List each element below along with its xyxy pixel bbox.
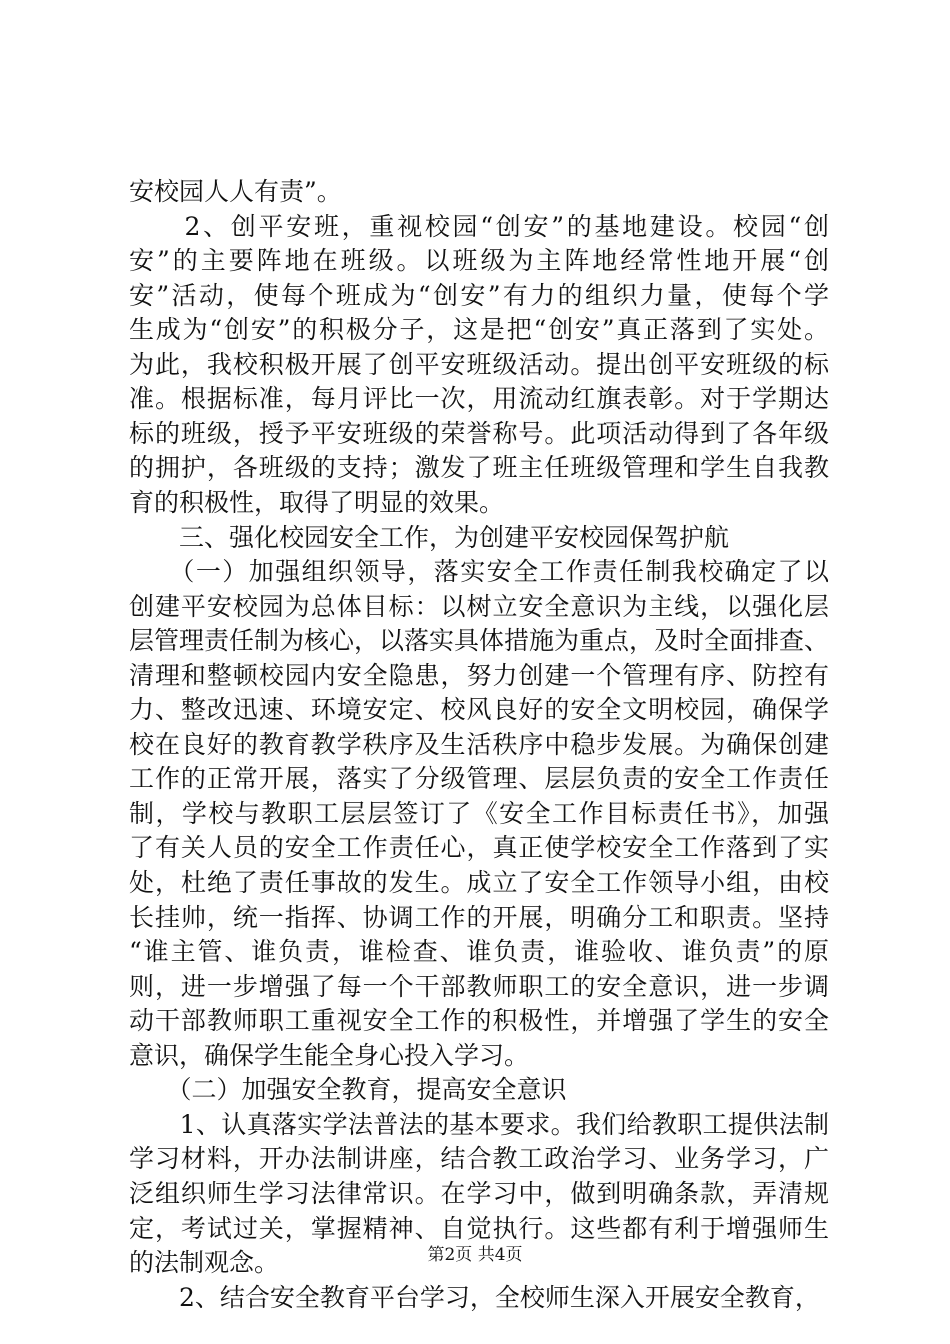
text-line: 三、强化校园安全工作，为创建平安校园保驾护航 [129, 522, 730, 552]
text-line: “谁主管、谁负责，谁检查、谁负责，谁验收、谁负责”的原 [129, 937, 829, 967]
text-line: 校在良好的教育教学秩序及生活秩序中稳步发展。为确保创建 [129, 729, 829, 759]
text-line: 为此，我校积极开展了创平安班级活动。提出创平安班级的标 [129, 349, 829, 379]
text-line: 意识，确保学生能全身心投入学习。 [129, 1040, 530, 1070]
text-line: 则，进一步增强了每一个干部教师职工的安全意识，进一步调 [129, 971, 829, 1001]
page-footer: 第2页 共4页 [427, 1245, 523, 1265]
text-line: 的法制观念。 [129, 1248, 280, 1278]
text-line: 泛组织师生学习法律常识。在学习中，做到明确条款，弄清规 [129, 1178, 829, 1208]
text-line: （二）加强安全教育，提高安全意识 [129, 1075, 567, 1105]
text-line: 定，考试过关，掌握精神、自觉执行。这些都有利于增强师生 [129, 1213, 829, 1243]
text-line: 的拥护，各班级的支持；激发了班主任班级管理和学生自我教 [129, 453, 829, 483]
text-line: 创建平安校园为总体目标：以树立安全意识为主线，以强化层 [129, 591, 829, 621]
text-line: 清理和整顿校园内安全隐患，努力创建一个管理有序、防控有 [129, 660, 829, 690]
text-line: 安校园人人有责”。 [129, 177, 342, 206]
text-line: 层管理责任制为核心，以落实具体措施为重点，及时全面排查、 [129, 626, 830, 656]
text-line: 工作的正常开展，落实了分级管理、层层负责的安全工作责任 [129, 764, 829, 794]
text-line: 准。根据标准，每月评比一次，用流动红旗表彰。对于学期达 [129, 384, 829, 414]
text-line: 2、创平安班，重视校园“创安”的基地建设。校园“创 [129, 211, 829, 241]
text-line: 动干部教师职工重视安全工作的积极性，并增强了学生的安全 [129, 1006, 829, 1036]
text-line: 2、结合安全教育平台学习，全校师生深入开展安全教育， [129, 1282, 820, 1312]
text-line: 1、认真落实学法普法的基本要求。我们给教职工提供法制 [129, 1109, 829, 1139]
text-line: 标的班级，授予平安班级的荣誉称号。此项活动得到了各年级 [129, 418, 829, 448]
text-line: 了有关人员的安全工作责任心，真正使学校安全工作落到了实 [129, 833, 829, 863]
text-line: 生成为“创安”的积极分子，这是把“创安”真正落到了实处。 [129, 315, 829, 345]
text-line: 处，杜绝了责任事故的发生。成立了安全工作领导小组，由校 [129, 868, 829, 897]
text-line: 制，学校与教职工层层签订了《安全工作目标责任书》，加强 [129, 798, 829, 828]
text-line: 学习材料，开办法制讲座，结合教工政治学习、业务学习，广 [129, 1144, 829, 1174]
text-line: 育的积极性，取得了明显的效果。 [129, 487, 505, 517]
text-line: 安”活动，使每个班成为“创安”有力的组织力量，使每个学 [129, 280, 829, 310]
text-line: 长挂帅，统一指挥、协调工作的开展，明确分工和职责。坚持 [129, 902, 829, 932]
text-line: （一）加强组织领导，落实安全工作责任制我校确定了以 [129, 557, 829, 587]
text-line: 安”的主要阵地在班级。以班级为主阵地经常性地开展“创 [129, 246, 829, 276]
text-line: 力、整改迅速、环境安定、校风良好的安全文明校园，确保学 [129, 695, 829, 725]
